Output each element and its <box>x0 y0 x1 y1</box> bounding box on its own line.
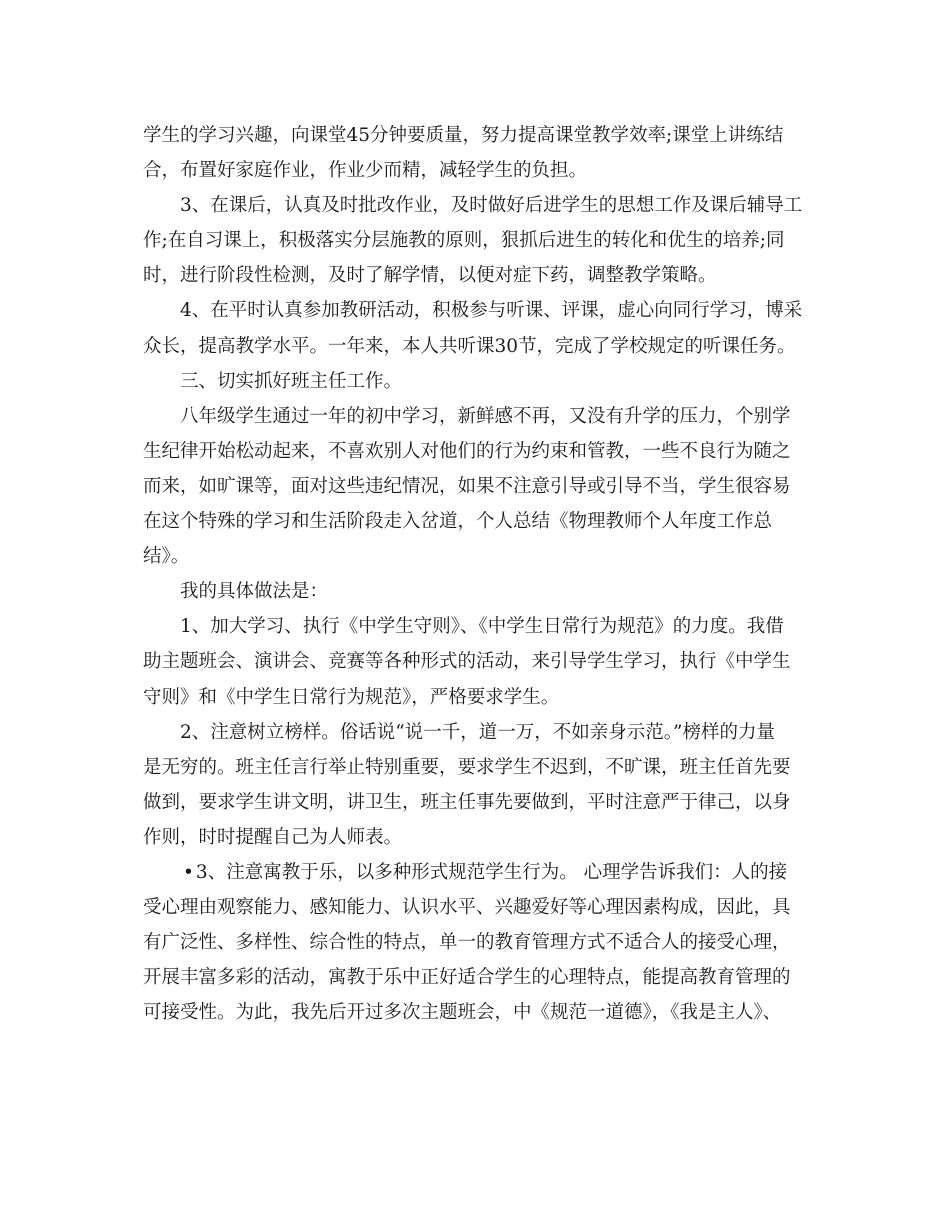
text-line: 开展丰富多彩的活动，寓教于乐中正好适合学生的心理特点，能提高教育管理的 <box>143 967 791 989</box>
text-line: 学生的学习兴趣，向课堂45分钟要质量，努力提高课堂教学效率;课堂上讲练结 <box>143 125 784 146</box>
text-line: 做到，要求学生讲文明，讲卫生，班主任事先要做到，平时注意严于律己，以身 <box>143 791 791 813</box>
text-line: 我的具体做法是： <box>143 581 329 603</box>
bullet-icon: • <box>183 861 194 883</box>
text-line: 3、在课后，认真及时批改作业，及时做好后进学生的思想工作及课后辅导工 <box>143 195 803 217</box>
text-line: 结》。 <box>143 546 190 568</box>
text-line: 在这个特殊的学习和生活阶段走入岔道，个人总结《物理教师个人年度工作总 <box>143 511 773 533</box>
text-line: 4、在平时认真参加教研活动，积极参与听课、评课，虚心向同行学习，博采 <box>143 300 803 322</box>
text-line: 助主题班会、演讲会、竞赛等各种形式的活动，来引导学生学习，执行《中学生 <box>143 651 791 673</box>
text-line: 众长，提高教学水平。一年来，本人共听课30节，完成了学校规定的听课任务。 <box>143 335 796 357</box>
bullet-line <box>143 855 813 890</box>
text-line: 时，进行阶段性检测，及时了解学情，以便对症下药，调整教学策略。 <box>143 265 717 287</box>
text-line: 合，布置好家庭作业，作业少而精，减轻学生的负担。 <box>143 160 588 182</box>
section-heading: 三、切实抓好班主任工作。 <box>143 370 403 392</box>
text-line: 有广泛性、多样性、综合性的特点，单一的教育管理方式不适合人的接受心理， <box>143 932 791 954</box>
text-line: 作则，时时提醒自己为人师表。 <box>143 826 403 848</box>
text-line: 生纪律开始松动起来，不喜欢别人对他们的行为约束和管教，一些不良行为随之 <box>143 440 791 462</box>
text-line: 受心理由观察能力、感知能力、认识水平、兴趣爱好等心理因素构成，因此，具 <box>143 897 791 919</box>
text-line: 可接受性。为此，我先后开过多次主题班会，中《规范一道德》，《我是主人》、 <box>143 1002 782 1024</box>
text-line: 八年级学生通过一年的初中学习，新鲜感不再，又没有升学的压力，个别学 <box>143 405 791 427</box>
document-body <box>143 118 813 1030</box>
text-line: 守则》和《中学生日常行为规范》，严格要求学生。 <box>143 686 560 708</box>
text-line: 1、加大学习、执行《中学生守则》、《中学生日常行为规范》的力度。我借 <box>143 616 784 638</box>
text-line: 作;在自习课上，积极落实分层施教的原则，狠抓后进生的转化和优生的培养;同 <box>143 230 785 252</box>
bullet-text: 3、注意寓教于乐，以多种形式规范学生行为。 心理学告诉我们：人的接 <box>195 861 788 883</box>
text-line: 而来，如旷课等，面对这些违纪情况，如果不注意引导或引导不当，学生很容易 <box>143 475 791 497</box>
text-line: 是无穷的。班主任言行举止特别重要，要求学生不迟到，不旷课，班主任首先要 <box>143 756 791 778</box>
text-line: 2、注意树立榜样。俗话说“说一千，道一万，不如亲身示范。”榜样的力量 <box>143 721 775 743</box>
